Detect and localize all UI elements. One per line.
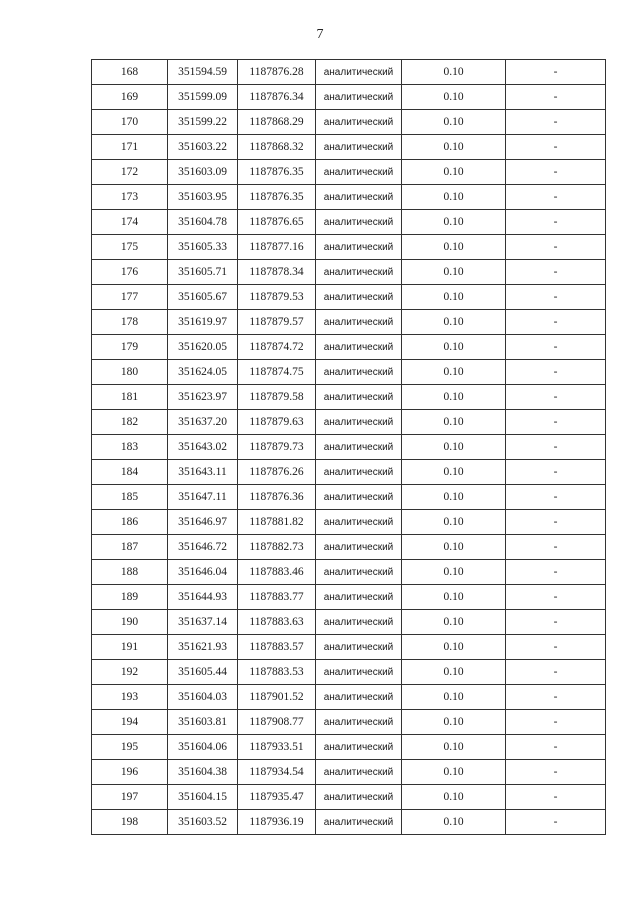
- point-number-cell: 185: [92, 485, 168, 510]
- table-row: [92, 810, 606, 835]
- y-coordinate-cell: 1187879.53: [238, 285, 316, 310]
- x-coordinate-cell: 351637.14: [168, 610, 238, 635]
- note-cell: -: [506, 535, 606, 560]
- note-cell: -: [506, 160, 606, 185]
- accuracy-cell: 0.10: [402, 85, 506, 110]
- accuracy-cell: 0.10: [402, 235, 506, 260]
- method-cell: аналитический: [316, 560, 402, 585]
- accuracy-cell: 0.10: [402, 310, 506, 335]
- accuracy-cell: 0.10: [402, 660, 506, 685]
- y-coordinate-cell: 1187879.63: [238, 410, 316, 435]
- accuracy-cell: 0.10: [402, 635, 506, 660]
- y-coordinate-cell: 1187883.46: [238, 560, 316, 585]
- y-coordinate-cell: 1187934.54: [238, 760, 316, 785]
- method-cell: аналитический: [316, 385, 402, 410]
- method-cell: аналитический: [316, 635, 402, 660]
- method-cell: аналитический: [316, 760, 402, 785]
- y-coordinate-cell: 1187879.73: [238, 435, 316, 460]
- point-number-cell: 198: [92, 810, 168, 835]
- table-row: [92, 435, 606, 460]
- method-cell: аналитический: [316, 510, 402, 535]
- y-coordinate-cell: 1187876.34: [238, 85, 316, 110]
- note-cell: -: [506, 85, 606, 110]
- method-cell: аналитический: [316, 660, 402, 685]
- y-coordinate-cell: 1187876.65: [238, 210, 316, 235]
- point-number-cell: 182: [92, 410, 168, 435]
- table-row: [92, 760, 606, 785]
- accuracy-cell: 0.10: [402, 360, 506, 385]
- note-cell: -: [506, 810, 606, 835]
- table-row: [92, 610, 606, 635]
- x-coordinate-cell: 351620.05: [168, 335, 238, 360]
- accuracy-cell: 0.10: [402, 160, 506, 185]
- note-cell: -: [506, 410, 606, 435]
- point-number-cell: 175: [92, 235, 168, 260]
- point-number-cell: 176: [92, 260, 168, 285]
- table-row: [92, 385, 606, 410]
- table-row: [92, 685, 606, 710]
- y-coordinate-cell: 1187868.29: [238, 110, 316, 135]
- y-coordinate-cell: 1187901.52: [238, 685, 316, 710]
- table-row: [92, 85, 606, 110]
- accuracy-cell: 0.10: [402, 810, 506, 835]
- note-cell: -: [506, 210, 606, 235]
- x-coordinate-cell: 351594.59: [168, 60, 238, 85]
- table-row: [92, 535, 606, 560]
- accuracy-cell: 0.10: [402, 535, 506, 560]
- method-cell: аналитический: [316, 585, 402, 610]
- method-cell: аналитический: [316, 85, 402, 110]
- x-coordinate-cell: 351604.78: [168, 210, 238, 235]
- x-coordinate-cell: 351603.09: [168, 160, 238, 185]
- coordinates-table-body: [92, 60, 606, 835]
- note-cell: -: [506, 635, 606, 660]
- coordinates-table: [91, 59, 606, 835]
- method-cell: аналитический: [316, 335, 402, 360]
- method-cell: аналитический: [316, 410, 402, 435]
- accuracy-cell: 0.10: [402, 760, 506, 785]
- accuracy-cell: 0.10: [402, 510, 506, 535]
- x-coordinate-cell: 351646.97: [168, 510, 238, 535]
- x-coordinate-cell: 351603.52: [168, 810, 238, 835]
- note-cell: -: [506, 285, 606, 310]
- accuracy-cell: 0.10: [402, 435, 506, 460]
- x-coordinate-cell: 351604.06: [168, 735, 238, 760]
- method-cell: аналитический: [316, 535, 402, 560]
- method-cell: аналитический: [316, 110, 402, 135]
- note-cell: -: [506, 485, 606, 510]
- note-cell: -: [506, 235, 606, 260]
- table-row: [92, 410, 606, 435]
- note-cell: -: [506, 435, 606, 460]
- accuracy-cell: 0.10: [402, 410, 506, 435]
- point-number-cell: 174: [92, 210, 168, 235]
- method-cell: аналитический: [316, 160, 402, 185]
- method-cell: аналитический: [316, 260, 402, 285]
- y-coordinate-cell: 1187879.57: [238, 310, 316, 335]
- accuracy-cell: 0.10: [402, 585, 506, 610]
- point-number-cell: 173: [92, 185, 168, 210]
- point-number-cell: 168: [92, 60, 168, 85]
- table-row: [92, 635, 606, 660]
- table-row: [92, 785, 606, 810]
- point-number-cell: 170: [92, 110, 168, 135]
- table-row: [92, 310, 606, 335]
- accuracy-cell: 0.10: [402, 335, 506, 360]
- y-coordinate-cell: 1187876.35: [238, 185, 316, 210]
- note-cell: -: [506, 460, 606, 485]
- accuracy-cell: 0.10: [402, 735, 506, 760]
- x-coordinate-cell: 351605.33: [168, 235, 238, 260]
- table-row: [92, 285, 606, 310]
- note-cell: -: [506, 260, 606, 285]
- table-row: [92, 560, 606, 585]
- y-coordinate-cell: 1187936.19: [238, 810, 316, 835]
- y-coordinate-cell: 1187908.77: [238, 710, 316, 735]
- accuracy-cell: 0.10: [402, 560, 506, 585]
- note-cell: -: [506, 185, 606, 210]
- x-coordinate-cell: 351603.95: [168, 185, 238, 210]
- table-row: [92, 335, 606, 360]
- note-cell: -: [506, 510, 606, 535]
- accuracy-cell: 0.10: [402, 785, 506, 810]
- y-coordinate-cell: 1187876.36: [238, 485, 316, 510]
- y-coordinate-cell: 1187876.35: [238, 160, 316, 185]
- point-number-cell: 192: [92, 660, 168, 685]
- y-coordinate-cell: 1187874.72: [238, 335, 316, 360]
- accuracy-cell: 0.10: [402, 110, 506, 135]
- method-cell: аналитический: [316, 235, 402, 260]
- note-cell: -: [506, 560, 606, 585]
- point-number-cell: 193: [92, 685, 168, 710]
- x-coordinate-cell: 351646.72: [168, 535, 238, 560]
- y-coordinate-cell: 1187879.58: [238, 385, 316, 410]
- accuracy-cell: 0.10: [402, 60, 506, 85]
- point-number-cell: 195: [92, 735, 168, 760]
- point-number-cell: 183: [92, 435, 168, 460]
- y-coordinate-cell: 1187876.28: [238, 60, 316, 85]
- accuracy-cell: 0.10: [402, 710, 506, 735]
- table-row: [92, 235, 606, 260]
- note-cell: -: [506, 360, 606, 385]
- accuracy-cell: 0.10: [402, 460, 506, 485]
- x-coordinate-cell: 351599.22: [168, 110, 238, 135]
- note-cell: -: [506, 610, 606, 635]
- accuracy-cell: 0.10: [402, 285, 506, 310]
- note-cell: -: [506, 785, 606, 810]
- y-coordinate-cell: 1187881.82: [238, 510, 316, 535]
- y-coordinate-cell: 1187883.57: [238, 635, 316, 660]
- method-cell: аналитический: [316, 785, 402, 810]
- method-cell: аналитический: [316, 285, 402, 310]
- method-cell: аналитический: [316, 360, 402, 385]
- x-coordinate-cell: 351624.05: [168, 360, 238, 385]
- point-number-cell: 181: [92, 385, 168, 410]
- x-coordinate-cell: 351646.04: [168, 560, 238, 585]
- x-coordinate-cell: 351603.22: [168, 135, 238, 160]
- table-row: [92, 160, 606, 185]
- note-cell: -: [506, 660, 606, 685]
- x-coordinate-cell: 351605.71: [168, 260, 238, 285]
- note-cell: -: [506, 710, 606, 735]
- point-number-cell: 196: [92, 760, 168, 785]
- y-coordinate-cell: 1187868.32: [238, 135, 316, 160]
- table-row: [92, 360, 606, 385]
- method-cell: аналитический: [316, 735, 402, 760]
- x-coordinate-cell: 351621.93: [168, 635, 238, 660]
- x-coordinate-cell: 351604.15: [168, 785, 238, 810]
- accuracy-cell: 0.10: [402, 210, 506, 235]
- x-coordinate-cell: 351604.38: [168, 760, 238, 785]
- x-coordinate-cell: 351605.44: [168, 660, 238, 685]
- point-number-cell: 169: [92, 85, 168, 110]
- point-number-cell: 188: [92, 560, 168, 585]
- point-number-cell: 191: [92, 635, 168, 660]
- x-coordinate-cell: 351599.09: [168, 85, 238, 110]
- point-number-cell: 171: [92, 135, 168, 160]
- x-coordinate-cell: 351604.03: [168, 685, 238, 710]
- point-number-cell: 180: [92, 360, 168, 385]
- point-number-cell: 197: [92, 785, 168, 810]
- point-number-cell: 177: [92, 285, 168, 310]
- note-cell: -: [506, 735, 606, 760]
- table-row: [92, 210, 606, 235]
- note-cell: -: [506, 760, 606, 785]
- x-coordinate-cell: 351647.11: [168, 485, 238, 510]
- method-cell: аналитический: [316, 135, 402, 160]
- y-coordinate-cell: 1187882.73: [238, 535, 316, 560]
- method-cell: аналитический: [316, 60, 402, 85]
- table-row: [92, 510, 606, 535]
- method-cell: аналитический: [316, 310, 402, 335]
- x-coordinate-cell: 351603.81: [168, 710, 238, 735]
- point-number-cell: 186: [92, 510, 168, 535]
- method-cell: аналитический: [316, 460, 402, 485]
- method-cell: аналитический: [316, 610, 402, 635]
- page-number: 7: [316, 27, 324, 42]
- y-coordinate-cell: 1187877.16: [238, 235, 316, 260]
- accuracy-cell: 0.10: [402, 610, 506, 635]
- point-number-cell: 194: [92, 710, 168, 735]
- accuracy-cell: 0.10: [402, 135, 506, 160]
- note-cell: -: [506, 110, 606, 135]
- method-cell: аналитический: [316, 185, 402, 210]
- note-cell: -: [506, 385, 606, 410]
- point-number-cell: 178: [92, 310, 168, 335]
- y-coordinate-cell: 1187878.34: [238, 260, 316, 285]
- note-cell: -: [506, 685, 606, 710]
- note-cell: -: [506, 335, 606, 360]
- method-cell: аналитический: [316, 210, 402, 235]
- point-number-cell: 187: [92, 535, 168, 560]
- x-coordinate-cell: 351643.02: [168, 435, 238, 460]
- y-coordinate-cell: 1187933.51: [238, 735, 316, 760]
- y-coordinate-cell: 1187935.47: [238, 785, 316, 810]
- table-row: [92, 460, 606, 485]
- x-coordinate-cell: 351605.67: [168, 285, 238, 310]
- accuracy-cell: 0.10: [402, 185, 506, 210]
- x-coordinate-cell: 351623.97: [168, 385, 238, 410]
- table-row: [92, 260, 606, 285]
- note-cell: -: [506, 310, 606, 335]
- table-row: [92, 185, 606, 210]
- note-cell: -: [506, 135, 606, 160]
- method-cell: аналитический: [316, 810, 402, 835]
- method-cell: аналитический: [316, 710, 402, 735]
- table-row: [92, 710, 606, 735]
- point-number-cell: 190: [92, 610, 168, 635]
- x-coordinate-cell: 351637.20: [168, 410, 238, 435]
- y-coordinate-cell: 1187876.26: [238, 460, 316, 485]
- table-row: [92, 60, 606, 85]
- point-number-cell: 172: [92, 160, 168, 185]
- accuracy-cell: 0.10: [402, 485, 506, 510]
- method-cell: аналитический: [316, 485, 402, 510]
- y-coordinate-cell: 1187874.75: [238, 360, 316, 385]
- method-cell: аналитический: [316, 435, 402, 460]
- accuracy-cell: 0.10: [402, 260, 506, 285]
- table-row: [92, 735, 606, 760]
- note-cell: -: [506, 60, 606, 85]
- table-row: [92, 110, 606, 135]
- table-row: [92, 660, 606, 685]
- y-coordinate-cell: 1187883.77: [238, 585, 316, 610]
- point-number-cell: 179: [92, 335, 168, 360]
- accuracy-cell: 0.10: [402, 685, 506, 710]
- accuracy-cell: 0.10: [402, 385, 506, 410]
- x-coordinate-cell: 351643.11: [168, 460, 238, 485]
- table-row: [92, 135, 606, 160]
- x-coordinate-cell: 351644.93: [168, 585, 238, 610]
- point-number-cell: 189: [92, 585, 168, 610]
- table-row: [92, 585, 606, 610]
- table-row: [92, 485, 606, 510]
- x-coordinate-cell: 351619.97: [168, 310, 238, 335]
- note-cell: -: [506, 585, 606, 610]
- y-coordinate-cell: 1187883.53: [238, 660, 316, 685]
- method-cell: аналитический: [316, 685, 402, 710]
- y-coordinate-cell: 1187883.63: [238, 610, 316, 635]
- point-number-cell: 184: [92, 460, 168, 485]
